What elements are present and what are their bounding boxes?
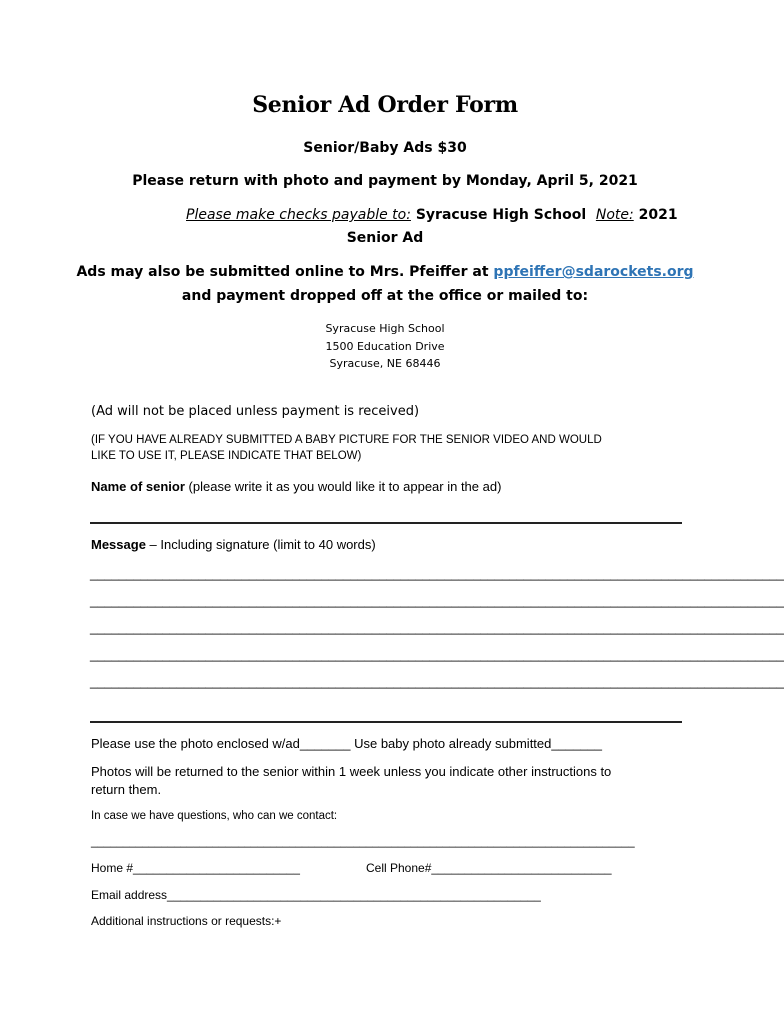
address-line-2: 1500 Education Drive	[325, 340, 445, 353]
message-label-bold: Message	[91, 537, 146, 552]
price-line: Senior/Baby Ads $30	[303, 140, 467, 156]
baby-picture-notice-1: (IF YOU HAVE ALREADY SUBMITTED A BABY PICTURE FOR THE SENIOR VIDEO AND WOULD	[91, 434, 602, 446]
form-title: Senior Ad Order Form	[252, 92, 518, 118]
senior-name-field[interactable]	[90, 522, 682, 524]
payment-line: and payment dropped off at the office or mailed to:	[181, 288, 589, 304]
message-line-1[interactable]: ________________________________________________________________________________________________	[90, 566, 784, 581]
online-submission-text: Ads may also be submitted online to Mrs. Pfeiffer at	[76, 264, 494, 280]
senior-name-hint: (please write it as you would like it to appear in the ad)	[184, 479, 502, 494]
additional-instructions-label: Additional instructions or requests:+	[91, 914, 282, 928]
return-deadline: Please return with photo and payment by Monday, April 5, 2021	[132, 173, 638, 189]
senior-name-label-bold: Name of senior	[91, 479, 185, 494]
checks-payable-label: Please make checks payable to:	[186, 207, 411, 223]
baby-picture-notice-2: LIKE TO USE IT, PLEASE INDICATE THAT BELOW)	[91, 450, 362, 462]
photo-choice-line[interactable]: Please use the photo enclosed w/ad_______ Use baby photo already submitted_______	[91, 736, 602, 751]
checks-payable-line	[186, 207, 678, 223]
message-line-2[interactable]: ________________________________________________________________________________________________	[90, 593, 784, 608]
photo-return-line-2: return them.	[91, 782, 162, 797]
message-hint: – Including signature (limit to 40 words)	[145, 537, 376, 552]
message-label	[91, 537, 376, 552]
senior-name-label	[91, 479, 501, 494]
message-line-3[interactable]: ________________________________________________________________________________________________	[90, 620, 784, 635]
message-end-rule	[90, 721, 682, 723]
address-line-3: Syracuse, NE 68446	[329, 357, 441, 370]
contact-field[interactable]: _____________________________________________________________________________________	[91, 836, 635, 848]
cell-phone-field[interactable]: Cell Phone#___________________________	[366, 861, 612, 875]
message-line-5[interactable]: ________________________________________________________________________________________________	[90, 674, 784, 689]
checks-payee: Syracuse High School	[410, 207, 596, 223]
note-line-2: Senior Ad	[346, 230, 424, 246]
contact-question: In case we have questions, who can we contact:	[91, 810, 338, 822]
message-line-4[interactable]: ________________________________________________________________________________________________	[90, 647, 784, 662]
address-line-1: Syracuse High School	[325, 322, 445, 335]
home-phone-field[interactable]: Home #_________________________	[91, 861, 300, 875]
payment-notice: (Ad will not be placed unless payment is received)	[91, 404, 420, 419]
photo-return-line-1: Photos will be returned to the senior within 1 week unless you indicate other instructions to	[91, 764, 612, 779]
online-submission-line	[0, 264, 770, 280]
note-label: Note:	[595, 207, 634, 223]
email-address-field[interactable]: Email address________________________________________________________	[91, 888, 541, 902]
email-link[interactable]: ppfeiffer@sdarockets.org	[493, 264, 694, 280]
note-text: 2021	[633, 207, 678, 223]
